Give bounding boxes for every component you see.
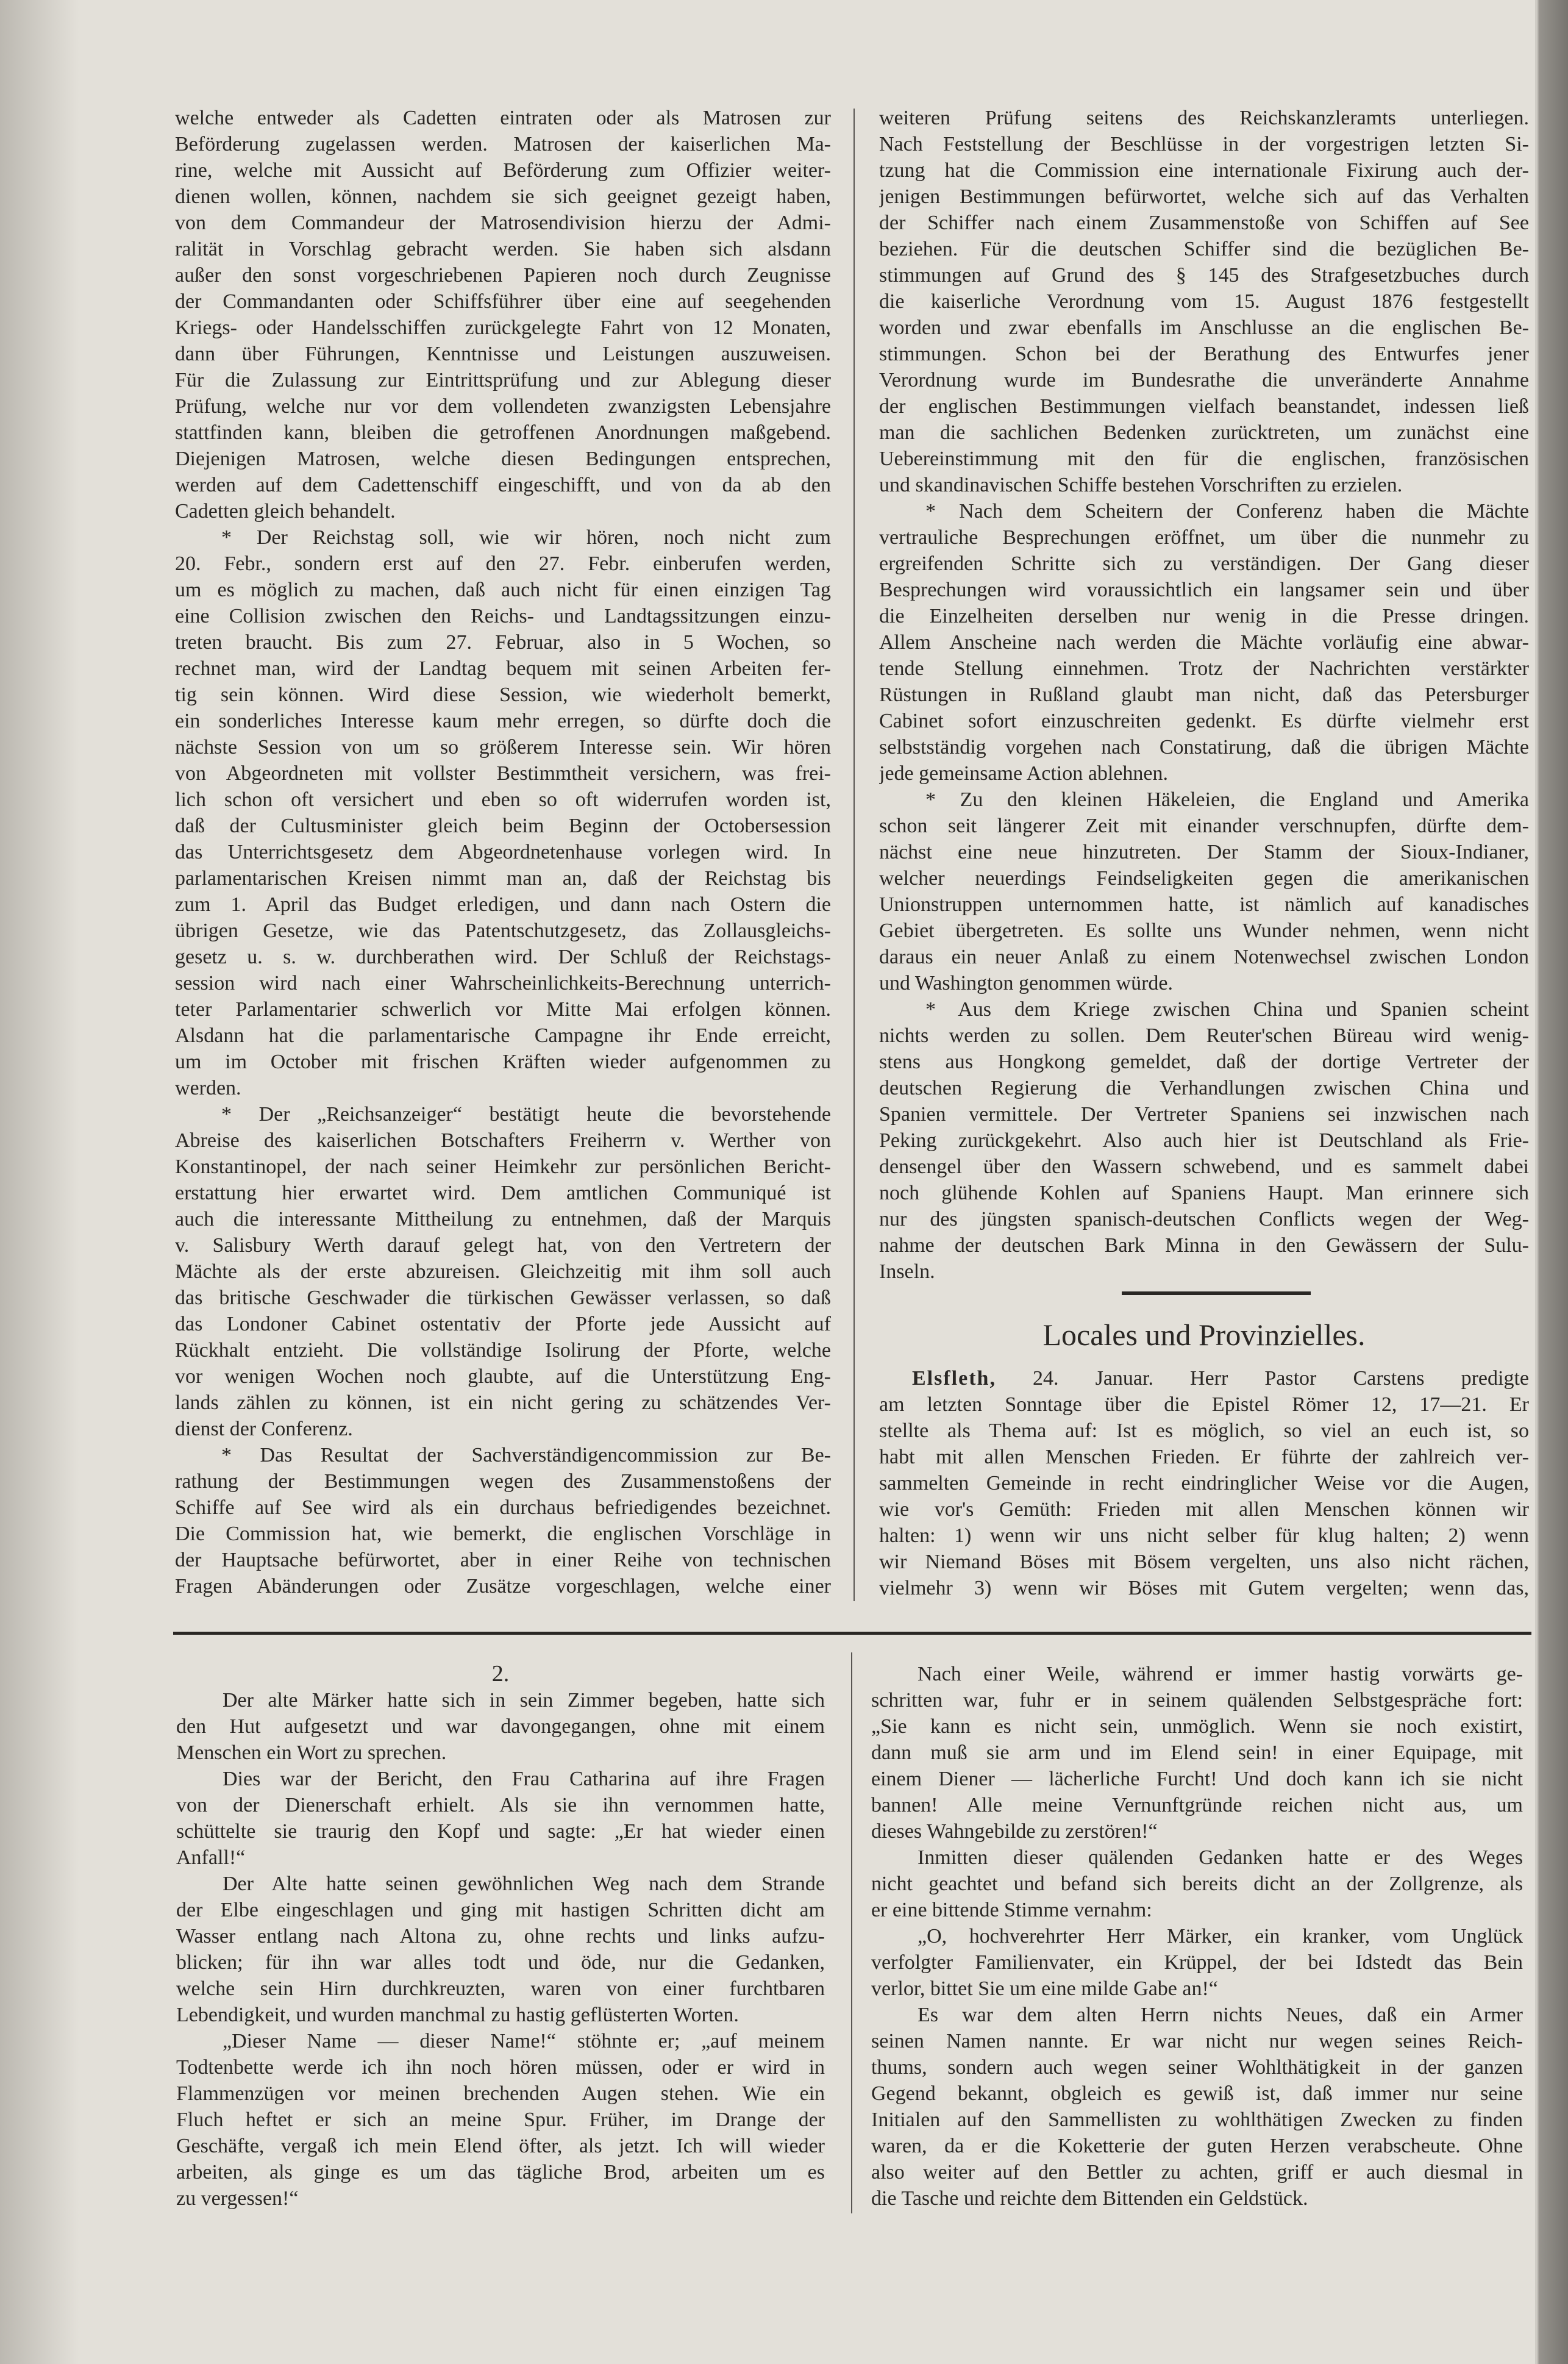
text-line: zum 1. April das Budget erledigen, und dann nach Ostern die bbox=[175, 893, 831, 916]
text-line: Menschen ein Wort zu sprechen. bbox=[176, 1741, 447, 1764]
dateline: Elsfleth, bbox=[912, 1367, 996, 1390]
text-line: v. Salisbury Werth darauf gelegt hat, von den Vertretern der bbox=[175, 1234, 831, 1257]
text-line: das Unterrichtsgesetz dem Abgeordnetenhause vorlegen wird. In bbox=[175, 841, 831, 863]
column-divider-rule bbox=[851, 1652, 852, 2213]
text-line: ergreifenden Schritte sich zu verständigen. Der Gang dieser bbox=[879, 552, 1529, 575]
text-line: weiteren Prüfung seitens des Reichskanzleramts unterliegen. bbox=[879, 107, 1529, 129]
text-line: Die Commission hat, wie bemerkt, die englischen Vorschläge in bbox=[175, 1523, 831, 1545]
text-line: * Der Reichstag soll, wie wir hören, noch nicht zum bbox=[221, 526, 831, 549]
text-line: vertrauliche Besprechungen eröffnet, um über die nunmehr zu bbox=[879, 526, 1529, 549]
page-right-edge bbox=[1535, 0, 1568, 2364]
text-line: waren, da er die Koketterie der guten Herzen verabscheute. Ohne bbox=[871, 2135, 1523, 2157]
text-line: also weiter auf den Bettler zu achten, griff er auch diesmal in bbox=[871, 2161, 1523, 2184]
paragraph bbox=[175, 1442, 831, 1599]
text-line: Lebendigkeit, und wurden manchmal zu hastig geflüsterten Worten. bbox=[176, 2004, 739, 2026]
text-line: der Elbe eingeschlagen und ging mit hastigen Schritten dicht am bbox=[176, 1899, 825, 1921]
paragraph bbox=[879, 787, 1529, 996]
text-line: treten braucht. Bis zum 27. Februar, also in 5 Wochen, so bbox=[175, 631, 831, 654]
text-line: daß der Cultusminister gleich beim Beginn der Octobersession bbox=[175, 815, 831, 837]
paragraph bbox=[175, 1101, 831, 1442]
text-line: wir Niemand Böses mit Bösem vergelten, uns also nicht rächen, bbox=[879, 1551, 1529, 1573]
text-line: nächste Session von um so größerem Interesse sein. Wir hören bbox=[175, 736, 831, 759]
text-line: Konstantinopel, der nach seiner Heimkehr zur persönlichen Bericht- bbox=[175, 1155, 831, 1178]
text-line: Cabinet sofort einzuschreiten gedenkt. Es dürfte vielmehr erst bbox=[879, 710, 1529, 732]
text-line: nicht geachtet und befand sich bereits dicht an der Zollgrenze, als bbox=[871, 1873, 1523, 1895]
text-line: der Hauptsache befürwortet, aber in einer Reihe von technischen bbox=[175, 1549, 831, 1571]
text-line: Rückhalt entzieht. Die vollständige Isolirung der Pforte, welche bbox=[175, 1339, 831, 1362]
text-line: die Tasche und reichte dem Bittenden ein Geldstück. bbox=[871, 2187, 1308, 2210]
text-line: von Abgeordneten mit vollster Bestimmtheit versichern, was frei- bbox=[175, 762, 831, 785]
page-left-margin-shading bbox=[0, 0, 79, 2364]
paragraph bbox=[175, 105, 831, 524]
text-line: lands zählen zu können, ist ein nicht gering zu schätzendes Ver- bbox=[175, 1391, 831, 1414]
text-line: Unionstruppen unternommen hatte, ist nämlich auf kanadisches bbox=[879, 893, 1529, 916]
text-line: Allem Anscheine nach werden die Mächte vorläufig eine abwar- bbox=[879, 631, 1529, 654]
text-line: Mächte als der erste abzureisen. Gleichzeitig mit ihm soll auch bbox=[175, 1260, 831, 1283]
text-line: von dem Commandeur der Matrosendivision hierzu der Admi- bbox=[175, 212, 831, 234]
text-line: worden und zwar ebenfalls im Anschlusse an die englischen Be- bbox=[879, 316, 1529, 339]
text-line: Todtenbette werde ich ihn noch hören müssen, oder er wird in bbox=[176, 2056, 825, 2079]
feuilleton-chapter-number: 2. bbox=[491, 1661, 510, 1687]
text-line: werden auf dem Cadettenschiff eingeschifft, und von da ab den bbox=[175, 474, 831, 496]
text-line: um es möglich zu machen, daß auch nicht für einen einzigen Tag bbox=[175, 579, 831, 601]
text-line: von der Dienerschaft erhielt. Als sie ihn vernommen hatte, bbox=[176, 1794, 825, 1816]
text-line: sammelten Gemeinde in recht eindringlicher Weise vor die Augen, bbox=[879, 1472, 1529, 1494]
text-line: * Aus dem Kriege zwischen China und Spanien scheint bbox=[925, 998, 1529, 1021]
text-line: Der Alte hatte seinen gewöhnlichen Weg nach dem Strande bbox=[223, 1873, 825, 1895]
text-line: Cadetten gleich behandelt. bbox=[175, 500, 396, 523]
text-line: jenigen Bestimmungen befürwortet, welche sich auf das Verhalten bbox=[879, 185, 1529, 208]
text-line: Diejenigen Matrosen, welche diesen Bedingungen entsprechen, bbox=[175, 448, 831, 470]
local-news-heading: Locales und Provinzielles. bbox=[1042, 1318, 1366, 1352]
text-line: * Der „Reichsanzeiger“ bestätigt heute die bevorstehende bbox=[221, 1103, 831, 1126]
text-line: welcher neuerdings Feindseligkeiten gegen die amerikanischen bbox=[879, 867, 1529, 890]
line-text: 24. Januar. Herr Pastor Carstens predigte bbox=[1033, 1367, 1529, 1390]
text-line: * Zu den kleinen Häkeleien, die England und Amerika bbox=[925, 788, 1529, 811]
text-line: Beförderung zugelassen werden. Matrosen der kaiserlichen Ma- bbox=[175, 133, 831, 155]
text-line: rine, welche mit Aussicht auf Beförderung zum Offizier weiter- bbox=[175, 159, 831, 182]
text-line: „Dieser Name — dieser Name!“ stöhnte er; „auf meinem bbox=[223, 2030, 825, 2052]
text-line: auch die interessante Mittheilung zu entnehmen, daß der Marquis bbox=[175, 1208, 831, 1230]
text-line: Flammenzügen vor meinen brechenden Augen stehen. Wie ein bbox=[176, 2082, 825, 2105]
paragraph bbox=[879, 996, 1529, 1285]
text-line: eine Collision zwischen den Reichs- und Landtagssitzungen einzu- bbox=[175, 605, 831, 627]
text-line: tzung hat die Commission eine internationale Fixirung auch der- bbox=[879, 159, 1529, 182]
text-line: werden. bbox=[175, 1077, 241, 1099]
text-line: * Nach dem Scheitern der Conferenz haben die Mächte bbox=[925, 500, 1529, 523]
text-line: tende Stellung einnehmen. Trotz der Nachrichten verstärkter bbox=[879, 657, 1529, 680]
paragraph bbox=[176, 1766, 825, 1871]
text-line bbox=[879, 1365, 1529, 1391]
text-line: arbeiten, als ginge es um das tägliche Brod, arbeiten um es bbox=[176, 2161, 825, 2184]
text-line: thums, sondern auch wegen seiner Wohlthätigkeit in der ganzen bbox=[871, 2056, 1523, 2079]
text-line: Schiffe auf See wird als ein durchaus befriedigendes bezeichnet. bbox=[175, 1496, 831, 1519]
text-line: schüttelte sie traurig den Kopf und sagte: „Er hat wieder einen bbox=[176, 1820, 825, 1843]
text-line: rechnet man, wird der Landtag bequem mit seinen Arbeiten fer- bbox=[175, 657, 831, 680]
text-line: ein sonderliches Interesse kaum mehr erregen, so dürfte doch die bbox=[175, 710, 831, 732]
text-line: nichts werden zu sollen. Dem Reuter'schen Büreau wird wenig- bbox=[879, 1024, 1529, 1047]
text-line: erstattung hier erwartet wird. Dem amtlichen Communiqué ist bbox=[175, 1182, 831, 1204]
text-line: stimmungen auf Grund des § 145 des Strafgesetzbuches durch bbox=[879, 264, 1529, 287]
text-line: rathung der Bestimmungen wegen des Zusammenstoßens der bbox=[175, 1470, 831, 1493]
text-line: teter Parlamentarier schwerlich vor Mitte Mai erfolgen können. bbox=[175, 998, 831, 1021]
text-line: Verordnung wurde im Bundesrathe die unveränderte Annahme bbox=[879, 369, 1529, 391]
text-line: beziehen. Für die deutschen Schiffer sind die bezüglichen Be- bbox=[879, 238, 1529, 260]
text-line: dann muß sie arm und im Elend sein! in einer Equipage, mit bbox=[871, 1741, 1523, 1764]
text-line: dieses Wahngebilde zu zerstören!“ bbox=[871, 1820, 1158, 1843]
text-line: densengel über den Wassern schwebend, und es sammelt dabei bbox=[879, 1155, 1529, 1178]
text-line: Fluch heftet er sich an meine Spur. Früher, im Drange der bbox=[176, 2109, 825, 2131]
text-line: jede gemeinsame Action ablehnen. bbox=[879, 762, 1168, 785]
text-line: Rüstungen in Rußland glaubt man nicht, daß das Petersburger bbox=[879, 684, 1529, 706]
text-line: Abreise des kaiserlichen Botschafters Freiherrn v. Werther von bbox=[175, 1129, 831, 1152]
text-line: session wird nach einer Wahrscheinlichkeits-Berechnung unterrich- bbox=[175, 972, 831, 995]
text-line: dann über Führungen, Kenntnisse und Leistungen auszuweisen. bbox=[175, 343, 831, 365]
text-line: wie vor's Gemüth: Frieden mit allen Menschen können wir bbox=[879, 1498, 1529, 1521]
text-line: tig sein können. Wird diese Session, wie wiederholt bemerkt, bbox=[175, 684, 831, 706]
text-line: verlor, bittet Sie um eine milde Gabe an!“ bbox=[871, 1977, 1218, 2000]
paragraph bbox=[176, 2028, 825, 2212]
text-line: Inseln. bbox=[879, 1260, 935, 1283]
text-line: am letzten Sonntage über die Epistel Römer 12, 17—21. Er bbox=[879, 1393, 1529, 1416]
text-line: stimmungen. Schon bei der Berathung des Entwurfes jener bbox=[879, 343, 1529, 365]
text-line: Für die Zulassung zur Eintrittsprüfung und zur Ablegung dieser bbox=[175, 369, 831, 391]
text-line: man die sachlichen Bedenken zurücktreten, um zunächst eine bbox=[879, 421, 1529, 444]
feuilleton-column-right bbox=[871, 1661, 1523, 2212]
text-line: parlamentarischen Kreisen nimmt man an, daß der Reichstag bis bbox=[175, 867, 831, 890]
text-line: außer den sonst vorgeschriebenen Papieren noch durch Zeugnisse bbox=[175, 264, 831, 287]
text-line: Dies war der Bericht, den Frau Catharina auf ihre Fragen bbox=[223, 1768, 825, 1790]
text-line: dienen wollen, können, nachdem sie sich geeignet gezeigt haben, bbox=[175, 185, 831, 208]
text-line: schon seit längerer Zeit mit einander verschnupfen, dürfte dem- bbox=[879, 815, 1529, 837]
paragraph bbox=[871, 1844, 1523, 1923]
text-line: Fragen Abänderungen oder Zusätze vorgeschlagen, welche einer bbox=[175, 1575, 831, 1598]
text-line: daraus ein neuer Anlaß zu einem Notenwechsel zwischen London bbox=[879, 946, 1529, 968]
paragraph bbox=[879, 105, 1529, 498]
text-line: habt mit allen Menschen Frieden. Er führte der zahlreich ver- bbox=[879, 1446, 1529, 1468]
news-column-left bbox=[175, 105, 831, 1599]
feuilleton-column-left bbox=[176, 1687, 825, 2212]
text-line: Uebereinstimmung mit den für die englischen, französischen bbox=[879, 448, 1529, 470]
text-line: 20. Febr., sondern erst auf den 27. Febr. einberufen werden, bbox=[175, 552, 831, 575]
text-line: bannen! Alle meine Vernunftgründe reichen nicht aus, um bbox=[871, 1794, 1523, 1816]
paragraph bbox=[879, 1365, 1529, 1601]
text-line: Gebiet übergetreten. Es sollte uns Wunder nehmen, wenn nicht bbox=[879, 920, 1529, 942]
text-line: Wasser entlang nach Altona zu, ohne rechts und links aufzu- bbox=[176, 1925, 825, 1948]
text-line: der Schiffer nach einem Zusammenstoße von Schiffen auf See bbox=[879, 212, 1529, 234]
text-line: selbstständig vorgehen nach Constatirung, daß die übrigen Mächte bbox=[879, 736, 1529, 759]
text-line: * Das Resultat der Sachverständigencommission zur Be- bbox=[221, 1444, 831, 1466]
news-column-right bbox=[879, 105, 1529, 1285]
text-line: um im October mit frischen Kräften wieder aufgenommen zu bbox=[175, 1051, 831, 1073]
text-line: übrigen Gesetze, wie das Patentschutzgesetz, das Zollausgleichs- bbox=[175, 920, 831, 942]
paragraph bbox=[175, 524, 831, 1101]
text-line: Nach einer Weile, während er immer hastig vorwärts ge- bbox=[918, 1663, 1523, 1685]
text-line: einem Diener — lächerliche Furcht! Und doch kann ich sie nicht bbox=[871, 1768, 1523, 1790]
text-line: vor wenigen Wochen noch glaubte, auf die Unterstützung Eng- bbox=[175, 1365, 831, 1388]
text-line: halten: 1) wenn wir uns nicht selber für klug halten; 2) wenn bbox=[879, 1524, 1529, 1547]
text-line: Der alte Märker hatte sich in sein Zimmer begeben, hatte sich bbox=[223, 1689, 825, 1712]
text-line: schritten war, fuhr er in seinem quälenden Selbstgespräche fort: bbox=[871, 1689, 1523, 1712]
paragraph bbox=[871, 2002, 1523, 2212]
text-line: Prüfung, welche nur vor dem vollendeten zwanzigsten Lebensjahre bbox=[175, 395, 831, 418]
text-line: nahme der deutschen Bark Minna in den Gewässern der Sulu- bbox=[879, 1234, 1529, 1257]
text-line: Nach Feststellung der Beschlüsse in der vorgestrigen letzten Si- bbox=[879, 133, 1529, 155]
text-line: noch glühende Kohlen auf Spaniens Haupt. Man erinnere sich bbox=[879, 1182, 1529, 1204]
text-line: nur des jüngsten spanisch-deutschen Conflicts wegen der Weg- bbox=[879, 1208, 1529, 1230]
text-line: blicken; für ihn war alles todt und öde, nur die Gedanken, bbox=[176, 1951, 825, 1974]
text-line: stellte als Thema auf: Ist es möglich, so viel an euch ist, so bbox=[879, 1419, 1529, 1442]
text-line: der englischen Bestimmungen vielfach beanstandet, indessen ließ bbox=[879, 395, 1529, 418]
text-line: und Washington genommen würde. bbox=[879, 972, 1174, 995]
text-line: vielmehr 3) wenn wir Böses mit Gutem vergelten; wenn das, bbox=[879, 1577, 1529, 1599]
text-line: dienst der Conferenz. bbox=[175, 1418, 353, 1440]
paragraph bbox=[879, 498, 1529, 787]
text-line: gesetz u. s. w. durchberathen wird. Der Schluß der Reichstags- bbox=[175, 946, 831, 968]
text-line: Inmitten dieser quälenden Gedanken hatte er des Weges bbox=[918, 1846, 1523, 1869]
text-line: Peking zurückgekehrt. Also auch hier ist Deutschland als Frie- bbox=[879, 1129, 1529, 1152]
text-line: das britische Geschwader die türkischen Gewässer verlassen, so daß bbox=[175, 1287, 831, 1309]
column-divider-rule bbox=[853, 109, 855, 1601]
text-line: verfolgter Familienvater, ein Krüppel, der bei Idstedt das Bein bbox=[871, 1951, 1523, 1974]
text-line: Gegend bekannt, obgleich es gewiß ist, daß immer nur seine bbox=[871, 2082, 1523, 2105]
text-line: Kriegs- oder Handelsschiffen zurückgelegte Fahrt von 12 Monaten, bbox=[175, 316, 831, 339]
text-line: das Londoner Cabinet ostentativ der Pforte jede Aussicht auf bbox=[175, 1313, 831, 1335]
text-line: Geschäfte, vergaß ich mein Elend öfter, als jetzt. Ich will wieder bbox=[176, 2135, 825, 2157]
text-line: den Hut aufgesetzt und war davongegangen, ohne mit einem bbox=[176, 1715, 825, 1738]
text-line: Initialen auf den Sammellisten zu wohlthätigen Zwecken zu finden bbox=[871, 2109, 1523, 2131]
text-line: der Commandanten oder Schiffsführer über eine auf seegehenden bbox=[175, 290, 831, 313]
paragraph bbox=[871, 1923, 1523, 2002]
text-line: nächst eine neue hinzutreten. Der Stamm der Sioux-Indianer, bbox=[879, 841, 1529, 863]
text-line: ralität in Vorschlag gebracht werden. Sie haben sich alsdann bbox=[175, 238, 831, 260]
paragraph bbox=[176, 1871, 825, 2028]
text-line: deutschen Regierung die Verhandlungen zwischen China und bbox=[879, 1077, 1529, 1099]
text-line: welche sein Hirn durchkreuzten, waren von einer furchtbaren bbox=[176, 1977, 825, 2000]
text-line: stens aus Hongkong gemeldet, daß der dortige Vertreter der bbox=[879, 1051, 1529, 1073]
text-line: zu vergessen!“ bbox=[176, 2187, 299, 2210]
feuilleton-divider-rule bbox=[173, 1632, 1531, 1635]
text-line: Alsdann hat die parlamentarische Campagne ihr Ende erreicht, bbox=[175, 1024, 831, 1047]
text-line: Anfall!“ bbox=[176, 1846, 246, 1869]
text-line: Besprechungen wird voraussichtlich ein langsamer sein und über bbox=[879, 579, 1529, 601]
text-line: seinen Namen nannte. Er war nicht nur wegen seines Reich- bbox=[871, 2030, 1523, 2052]
text-line: die kaiserliche Verordnung vom 15. August 1876 festgestellt bbox=[879, 290, 1529, 313]
local-news-section bbox=[879, 1365, 1529, 1601]
text-line: welche entweder als Cadetten eintraten oder als Matrosen zur bbox=[175, 107, 831, 129]
text-line: Es war dem alten Herrn nichts Neues, daß ein Armer bbox=[918, 2004, 1523, 2026]
paragraph bbox=[871, 1661, 1523, 1844]
text-line: lich schon oft versichert und eben so oft widerrufen worden ist, bbox=[175, 788, 831, 811]
section-separator-rule bbox=[1122, 1291, 1311, 1295]
text-line: er eine bittende Stimme vernahm: bbox=[871, 1899, 1152, 1921]
text-line: Spanien vermittele. Der Vertreter Spaniens sei inzwischen nach bbox=[879, 1103, 1529, 1126]
text-line: „Sie kann es nicht sein, unmöglich. Wenn sie noch existirt, bbox=[871, 1715, 1523, 1738]
text-line: „O, hochverehrter Herr Märker, ein kranker, vom Unglück bbox=[918, 1925, 1523, 1948]
text-line: stattfinden kann, bleiben die getroffenen Anordnungen maßgebend. bbox=[175, 421, 831, 444]
paragraph bbox=[176, 1687, 825, 1766]
text-line: und skandinavischen Schiffe bestehen Vorschriften zu erzielen. bbox=[879, 474, 1403, 496]
text-line: die Einzelheiten derselben nur wenig in die Presse dringen. bbox=[879, 605, 1529, 627]
